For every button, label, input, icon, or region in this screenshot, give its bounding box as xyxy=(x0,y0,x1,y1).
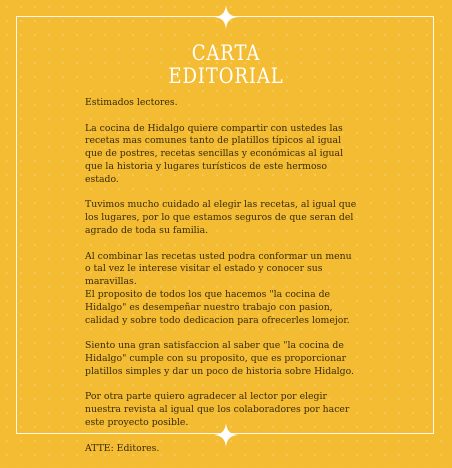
letter-paragraph: La cocina de Hidalgo quiere compartir con ustedes las recetas mas comunes tanto de platillos típicos al igual que de postres, recetas sencillas y económicas al igual que la historia y lugares turísticos de este hermoso estado. xyxy=(85,122,344,185)
letter-signature: ATTE: Editores. xyxy=(85,442,160,454)
sparkle-star-icon xyxy=(214,5,238,29)
letter-paragraph: Por otra parte quiero agradecer al lector por elegir nuestra revista al igual que los colaboradores por hacer este proyecto posible. xyxy=(85,391,350,428)
page-title-line1: CARTA xyxy=(191,41,261,65)
letter-body xyxy=(85,97,375,468)
page-title-line2: EDITORIAL xyxy=(168,64,284,88)
letter-greeting: Estimados lectores. xyxy=(85,97,178,108)
letter-paragraph: Al combinar las recetas usted podra conformar un menu o tal vez le interese visitar el estado y conocer sus maravillas. xyxy=(85,250,352,288)
letter-paragraph: Siento una gran satisfaccion al saber que "la cocina de Hidalgo" cumple con su proposito, que es proporcionar platillos simples y dar un poco de historia sobre Hidalgo. xyxy=(85,340,354,377)
letter-paragraph: Tuvimos mucho cuidado al elegir las recetas, al igual que los lugares, por lo que estamos seguros de que seran del agrado de toda su familia. xyxy=(85,199,357,236)
letter-paragraph: El proposito de todos los que hacemos "la cocina de Hidalgo" es desempeñar nuestro trabajo con pasion, calidad y sobre todo dedicacion para ofrecerles lomejor. xyxy=(85,288,350,326)
